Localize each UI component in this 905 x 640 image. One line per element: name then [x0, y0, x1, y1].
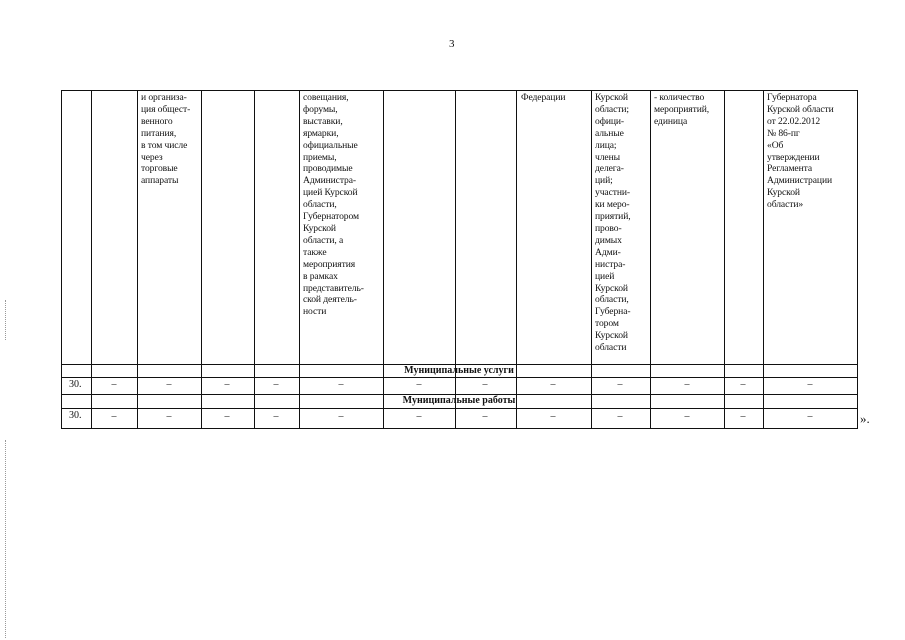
- table-cell: –: [224, 411, 230, 422]
- row-number: 30.: [69, 379, 82, 390]
- row-number: 30.: [69, 410, 82, 421]
- table-cell: Курской области; офици- альные лица; члены делега- ций; участни- ки меро- приятий, прово- димых Адми- нистра- цией Курской области, Губерна- тором Курской области: [595, 92, 631, 354]
- table-cell: –: [807, 379, 813, 390]
- table-cell: –: [550, 411, 556, 422]
- column-border: [591, 90, 592, 429]
- column-border: [383, 90, 384, 429]
- column-border: [137, 90, 138, 429]
- scan-margin-line: [5, 300, 6, 340]
- scan-margin-line: [5, 440, 6, 638]
- table-cell: –: [482, 411, 488, 422]
- column-border: [455, 90, 456, 429]
- table-cell: –: [338, 379, 344, 390]
- table-cell: - количество мероприятий, единица: [654, 92, 710, 127]
- services-table: [61, 90, 857, 429]
- table-cell: –: [617, 411, 623, 422]
- table-cell: –: [740, 411, 746, 422]
- table-cell: –: [111, 379, 117, 390]
- section-heading: Муниципальные услуги: [404, 365, 514, 376]
- page-number: 3: [449, 38, 455, 50]
- table-cell: –: [416, 379, 422, 390]
- table-cell: –: [166, 379, 172, 390]
- table-cell: –: [273, 411, 279, 422]
- column-border: [857, 90, 858, 429]
- table-cell: –: [273, 379, 279, 390]
- column-border: [516, 90, 517, 429]
- table-cell: –: [550, 379, 556, 390]
- table-cell: –: [416, 411, 422, 422]
- section-heading: Муниципальные работы: [402, 395, 516, 406]
- row-border: [61, 90, 857, 91]
- table-cell: –: [684, 379, 690, 390]
- table-cell: –: [224, 379, 230, 390]
- table-cell: совещания, форумы, выставки, ярмарки, официальные приемы, проводимые Администра- цией Курской области, Губернатором Курской области, а также мероприятия в рамках представитель- ской деятель- ности: [303, 92, 364, 318]
- column-border: [763, 90, 764, 429]
- table-cell: –: [111, 411, 117, 422]
- table-cell: и организа- ция общест- венного питания, в том числе через торговые аппараты: [141, 92, 191, 187]
- column-border: [650, 90, 651, 429]
- row-border: [61, 428, 857, 429]
- table-cell: Федерации: [521, 92, 566, 103]
- table-cell: –: [684, 411, 690, 422]
- column-border: [61, 90, 62, 429]
- table-cell: –: [617, 379, 623, 390]
- column-border: [201, 90, 202, 429]
- table-cell: –: [166, 411, 172, 422]
- table-cell: –: [740, 379, 746, 390]
- table-cell: –: [482, 379, 488, 390]
- table-cell: Губернатора Курской области от 22.02.2012 № 86-пг «Об утверждении Регламента Администрации Курской области»: [767, 92, 834, 211]
- column-border: [254, 90, 255, 429]
- column-border: [724, 90, 725, 429]
- column-border: [299, 90, 300, 429]
- row-border: [61, 408, 857, 409]
- table-cell: –: [338, 411, 344, 422]
- column-border: [91, 90, 92, 429]
- closing-quote: ».: [860, 411, 870, 426]
- table-cell: –: [807, 411, 813, 422]
